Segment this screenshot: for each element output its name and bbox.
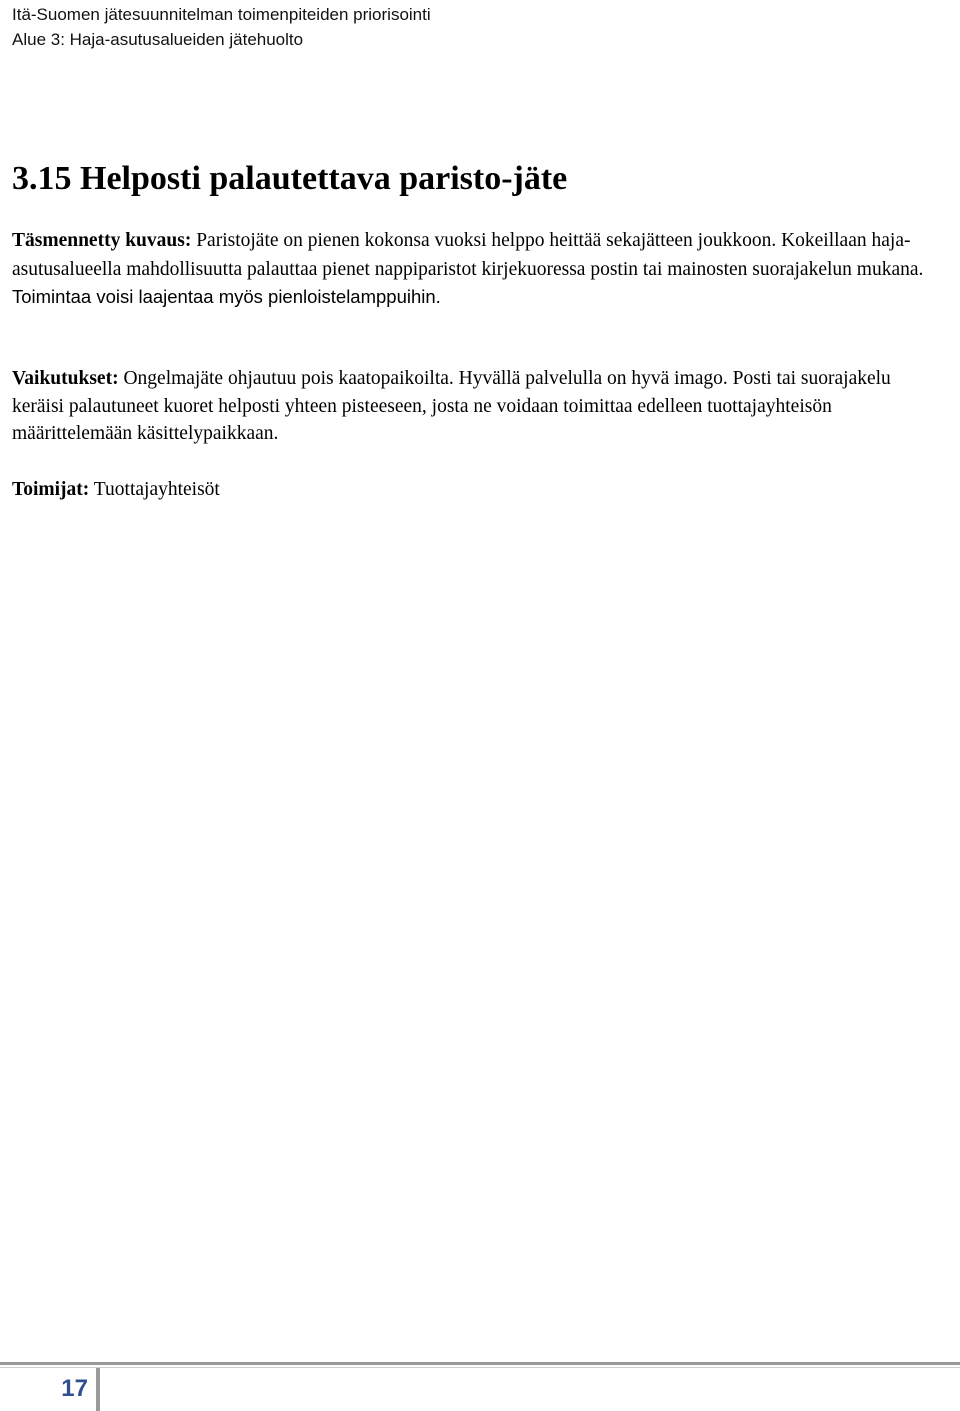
page-number-box xyxy=(16,1368,100,1411)
running-header xyxy=(12,2,431,52)
description-label: Täsmennetty kuvaus: xyxy=(12,230,192,251)
footer-rule xyxy=(0,1362,960,1365)
footer-rule-light xyxy=(0,1367,960,1368)
actors-paragraph xyxy=(12,476,942,504)
description-text-extension: Toimintaa voisi laajentaa myös pienloistelamppuihin. xyxy=(12,286,441,307)
description-text: Paristojäte on pienen kokonsa vuoksi helppo heittää sekajätteen joukkoon. Kokeillaan haja-asutusalueella mahdollisuutta palauttaa pienet nappiparistot kirjekuoressa postin tai mainosten suorajakelun mukana. xyxy=(12,230,924,280)
actors-text: Tuottajayhteisöt xyxy=(89,479,220,500)
impacts-text: Ongelmajäte ohjautuu pois kaatopaikoilta. Hyvällä palvelulla on hyvä imago. Posti tai suorajakelu keräisi palautuneet kuoret helposti yhteen pisteeseen, josta ne voidaan toimittaa edelleen tuottajayhteisön määrittelemään käsittelypaikkaan. xyxy=(12,368,891,444)
description-paragraph xyxy=(12,227,942,312)
section-heading: 3.15 Helposti palautettava paristo-jäte xyxy=(12,160,568,197)
header-title: Itä-Suomen jätesuunnitelman toimenpiteiden priorisointi xyxy=(12,5,431,24)
page-number: 17 xyxy=(61,1375,88,1402)
header-subtitle: Alue 3: Haja-asutusalueiden jätehuolto xyxy=(12,30,304,49)
actors-label: Toimijat: xyxy=(12,479,90,500)
impacts-paragraph xyxy=(12,365,942,448)
impacts-label: Vaikutukset: xyxy=(12,368,119,389)
